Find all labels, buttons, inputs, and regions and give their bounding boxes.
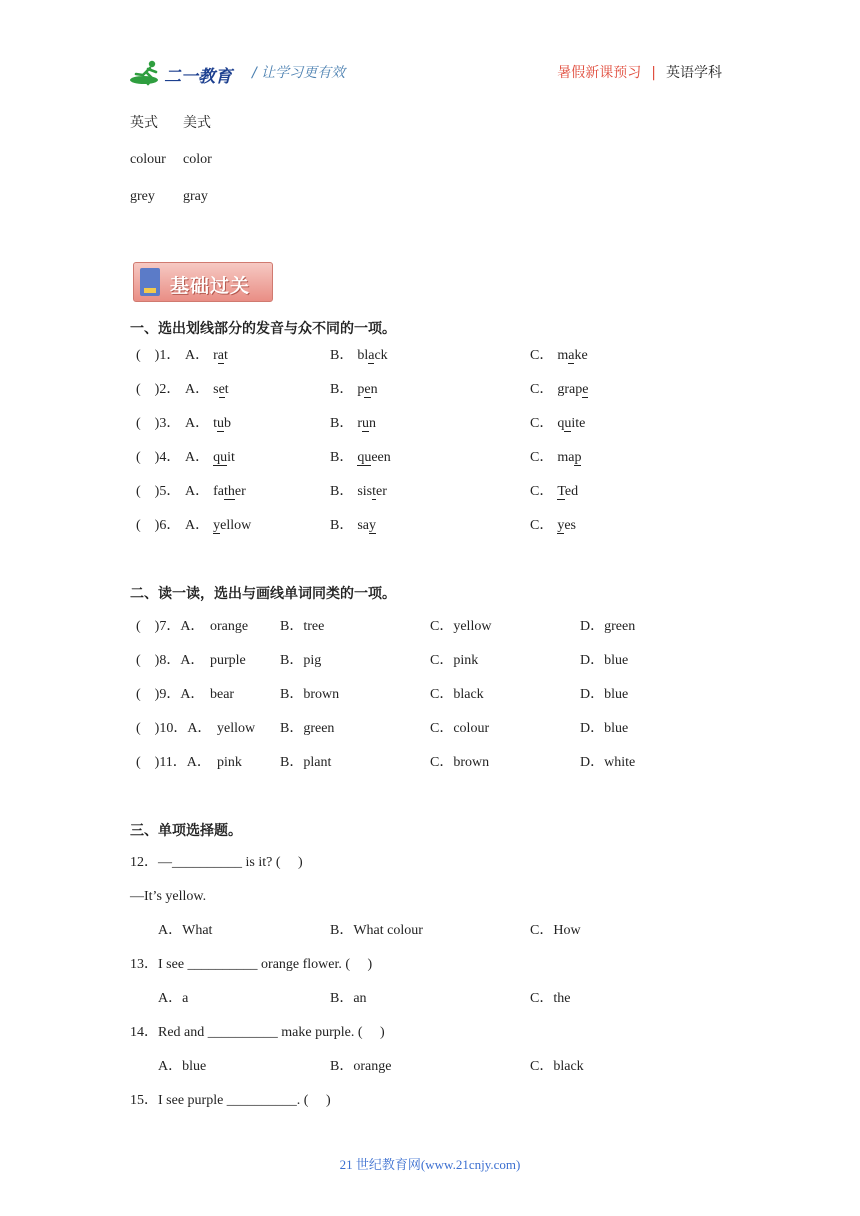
word-part: t xyxy=(224,382,229,397)
question-stem: 15．I see purple __________. ( ) xyxy=(130,1093,331,1108)
option-d[interactable]: D．white xyxy=(580,755,636,770)
spelling-british: colour xyxy=(130,152,166,167)
underlined-letters: u xyxy=(362,416,370,431)
question-number: ( )6． xyxy=(136,518,181,533)
col-british-heading: 英式 xyxy=(130,115,158,131)
option-word xyxy=(357,484,387,499)
word-part: ite xyxy=(571,416,586,431)
footer-site-link[interactable]: 21 世纪教育网(www.21cnjy.com) xyxy=(339,1157,521,1172)
word-part: ma xyxy=(557,450,575,465)
option-a[interactable]: pink xyxy=(217,755,242,770)
underlined-letters: y xyxy=(213,518,221,533)
question-number: ( )11．A． xyxy=(136,755,211,770)
option-word xyxy=(357,450,390,465)
word-part: es xyxy=(564,518,577,533)
word-part: s xyxy=(213,382,219,397)
option-word xyxy=(357,518,376,533)
option-word xyxy=(557,484,578,499)
question-number: ( )7．A． xyxy=(136,619,205,634)
spelling-american: gray xyxy=(183,189,208,204)
word-part: ck xyxy=(374,348,388,363)
option-word xyxy=(213,348,228,363)
option-a[interactable]: purple xyxy=(210,653,246,668)
question-stem: 12．—__________ is it? ( ) xyxy=(130,855,303,870)
word-part: ellow xyxy=(220,518,252,533)
header-slogan: / 让学习更有效 xyxy=(252,65,346,81)
book-icon xyxy=(140,268,160,296)
underlined-letters: u xyxy=(217,416,225,431)
underlined-letters: e xyxy=(218,382,225,397)
brand-logo xyxy=(130,58,240,88)
option-letter: B． xyxy=(330,484,354,499)
underlined-letters: th xyxy=(224,484,235,499)
option-letter: B． xyxy=(330,416,354,431)
word-part: ke xyxy=(574,348,588,363)
option-a[interactable] xyxy=(185,381,229,399)
section-badge xyxy=(133,262,273,302)
option-c[interactable] xyxy=(530,517,576,535)
option-c[interactable]: C．How xyxy=(530,923,581,938)
underlined-letters: e xyxy=(364,382,371,397)
underlined-letters: qu xyxy=(357,450,372,465)
header-promo: 暑假新课预习 xyxy=(557,65,642,81)
word-part: q xyxy=(557,416,565,431)
option-letter: A． xyxy=(185,382,210,397)
option-word xyxy=(213,518,251,533)
badge-label: 基础过关 xyxy=(170,275,251,297)
option-letter: A． xyxy=(185,348,210,363)
option-d[interactable]: D．green xyxy=(580,619,636,634)
option-a[interactable]: yellow xyxy=(217,721,256,736)
word-part: it xyxy=(227,450,235,465)
option-b[interactable]: B．pig xyxy=(280,653,322,668)
option-d[interactable]: D．blue xyxy=(580,687,629,702)
option-b[interactable] xyxy=(330,483,387,501)
question-number: ( )9．A． xyxy=(136,687,205,702)
question-stem: 13．I see __________ orange flower. ( ) xyxy=(130,957,373,972)
option-d[interactable]: D．blue xyxy=(580,721,629,736)
underlined-letters: a xyxy=(217,348,225,363)
option-a[interactable] xyxy=(185,415,231,433)
question-number: ( )4． xyxy=(136,450,181,465)
option-a[interactable]: bear xyxy=(210,687,235,702)
brand-name: 二一教育 xyxy=(164,67,232,87)
word-part: t xyxy=(224,348,228,363)
option-a[interactable]: A．blue xyxy=(158,1059,207,1074)
option-a[interactable] xyxy=(185,347,228,365)
word-part: n xyxy=(369,416,377,431)
question-number: ( )5． xyxy=(136,484,181,499)
header-separator: | xyxy=(651,65,656,81)
option-word xyxy=(357,416,376,431)
underlined-letters: e xyxy=(582,382,589,397)
question-number: ( )3． xyxy=(136,416,181,431)
option-c[interactable] xyxy=(530,347,588,365)
question-stem: 14．Red and __________ make purple. ( ) xyxy=(130,1025,385,1040)
option-b[interactable]: B．plant xyxy=(280,755,332,770)
option-b[interactable]: B．tree xyxy=(280,619,325,634)
option-letter: B． xyxy=(330,348,354,363)
underlined-letters: t xyxy=(372,484,377,499)
word-part: m xyxy=(557,348,569,363)
word-part: grap xyxy=(557,382,583,397)
option-b[interactable]: B．orange xyxy=(330,1059,392,1074)
word-part: er xyxy=(376,484,387,499)
underlined-letters: a xyxy=(368,348,375,363)
word-part: ed xyxy=(564,484,579,499)
option-word xyxy=(557,416,585,431)
part1-title: 一、选出划线部分的发音与众不同的一项。 xyxy=(130,321,396,337)
option-word xyxy=(213,382,229,397)
option-word xyxy=(213,484,246,499)
word-part: t xyxy=(213,416,218,431)
option-letter: A． xyxy=(185,450,210,465)
option-b[interactable] xyxy=(330,517,376,535)
word-part: sa xyxy=(357,518,370,533)
option-word xyxy=(357,348,387,363)
option-b[interactable] xyxy=(330,449,391,467)
option-letter: C． xyxy=(530,518,554,533)
option-a[interactable] xyxy=(185,517,251,535)
part3-title: 三、单项选择题。 xyxy=(130,823,242,839)
option-b[interactable]: B．an xyxy=(330,991,367,1006)
option-c[interactable] xyxy=(530,483,578,501)
option-word xyxy=(557,518,576,533)
option-a[interactable] xyxy=(185,449,235,467)
underlined-letters: p xyxy=(574,450,582,465)
spelling-british: grey xyxy=(130,189,155,204)
option-b[interactable] xyxy=(330,381,378,399)
question-number: ( )10．A． xyxy=(136,721,212,736)
col-american-heading: 美式 xyxy=(183,115,211,131)
option-b[interactable] xyxy=(330,347,388,365)
option-a[interactable] xyxy=(185,483,246,501)
option-letter: B． xyxy=(330,518,354,533)
option-word xyxy=(557,382,588,397)
option-letter: C． xyxy=(530,450,554,465)
underlined-letters: y xyxy=(369,518,377,533)
option-b[interactable] xyxy=(330,415,376,433)
option-a[interactable]: orange xyxy=(210,619,249,634)
word-part: fa xyxy=(213,484,225,499)
underlined-letters: qu xyxy=(213,450,228,465)
option-c[interactable]: C．colour xyxy=(430,721,490,736)
word-part: r xyxy=(213,348,218,363)
option-c[interactable]: C．black xyxy=(530,1059,584,1074)
option-c[interactable]: C．yellow xyxy=(430,619,492,634)
word-part: p xyxy=(357,382,365,397)
option-a[interactable]: A．a xyxy=(158,991,189,1006)
option-letter: A． xyxy=(185,518,210,533)
option-letter: C． xyxy=(530,348,554,363)
option-c[interactable]: C．brown xyxy=(430,755,490,770)
option-c[interactable] xyxy=(530,381,588,399)
question-number: ( )2． xyxy=(136,382,181,397)
spelling-american: color xyxy=(183,152,212,167)
word-part: bl xyxy=(357,348,369,363)
underlined-letters: u xyxy=(564,416,572,431)
option-letter: A． xyxy=(185,416,210,431)
option-b[interactable]: B．What colour xyxy=(330,923,423,938)
word-part: r xyxy=(357,416,363,431)
word-part: b xyxy=(224,416,232,431)
option-letter: C． xyxy=(530,416,554,431)
question-reply: —It’s yellow. xyxy=(130,889,207,904)
option-d[interactable]: D．blue xyxy=(580,653,629,668)
word-part: n xyxy=(370,382,378,397)
option-a[interactable]: A．What xyxy=(158,923,213,938)
word-part: sis xyxy=(357,484,373,499)
option-letter: C． xyxy=(530,382,554,397)
option-c[interactable]: C．pink xyxy=(430,653,479,668)
option-c[interactable] xyxy=(530,415,585,433)
underlined-letters: T xyxy=(557,484,565,499)
word-part: een xyxy=(371,450,391,465)
question-number: ( )1． xyxy=(136,348,181,363)
option-word xyxy=(557,348,587,363)
option-b[interactable]: B．brown xyxy=(280,687,340,702)
option-letter: C． xyxy=(530,484,554,499)
option-c[interactable]: C．black xyxy=(430,687,484,702)
option-word xyxy=(213,450,235,465)
option-letter: B． xyxy=(330,382,354,397)
underlined-letters: y xyxy=(557,518,565,533)
part2-title: 二、读一读，选出与画线单词同类的一项。 xyxy=(130,586,396,602)
option-letter: B． xyxy=(330,450,354,465)
header-subject: 英语学科 xyxy=(666,65,722,81)
option-c[interactable] xyxy=(530,449,581,467)
header-right xyxy=(557,62,722,82)
option-letter: A． xyxy=(185,484,210,499)
option-word xyxy=(213,416,231,431)
underlined-letters: a xyxy=(568,348,575,363)
word-part: er xyxy=(234,484,246,499)
option-b[interactable]: B．green xyxy=(280,721,335,736)
option-c[interactable]: C．the xyxy=(530,991,571,1006)
question-number: ( )8．A． xyxy=(136,653,205,668)
option-word xyxy=(557,450,581,465)
option-word xyxy=(357,382,377,397)
